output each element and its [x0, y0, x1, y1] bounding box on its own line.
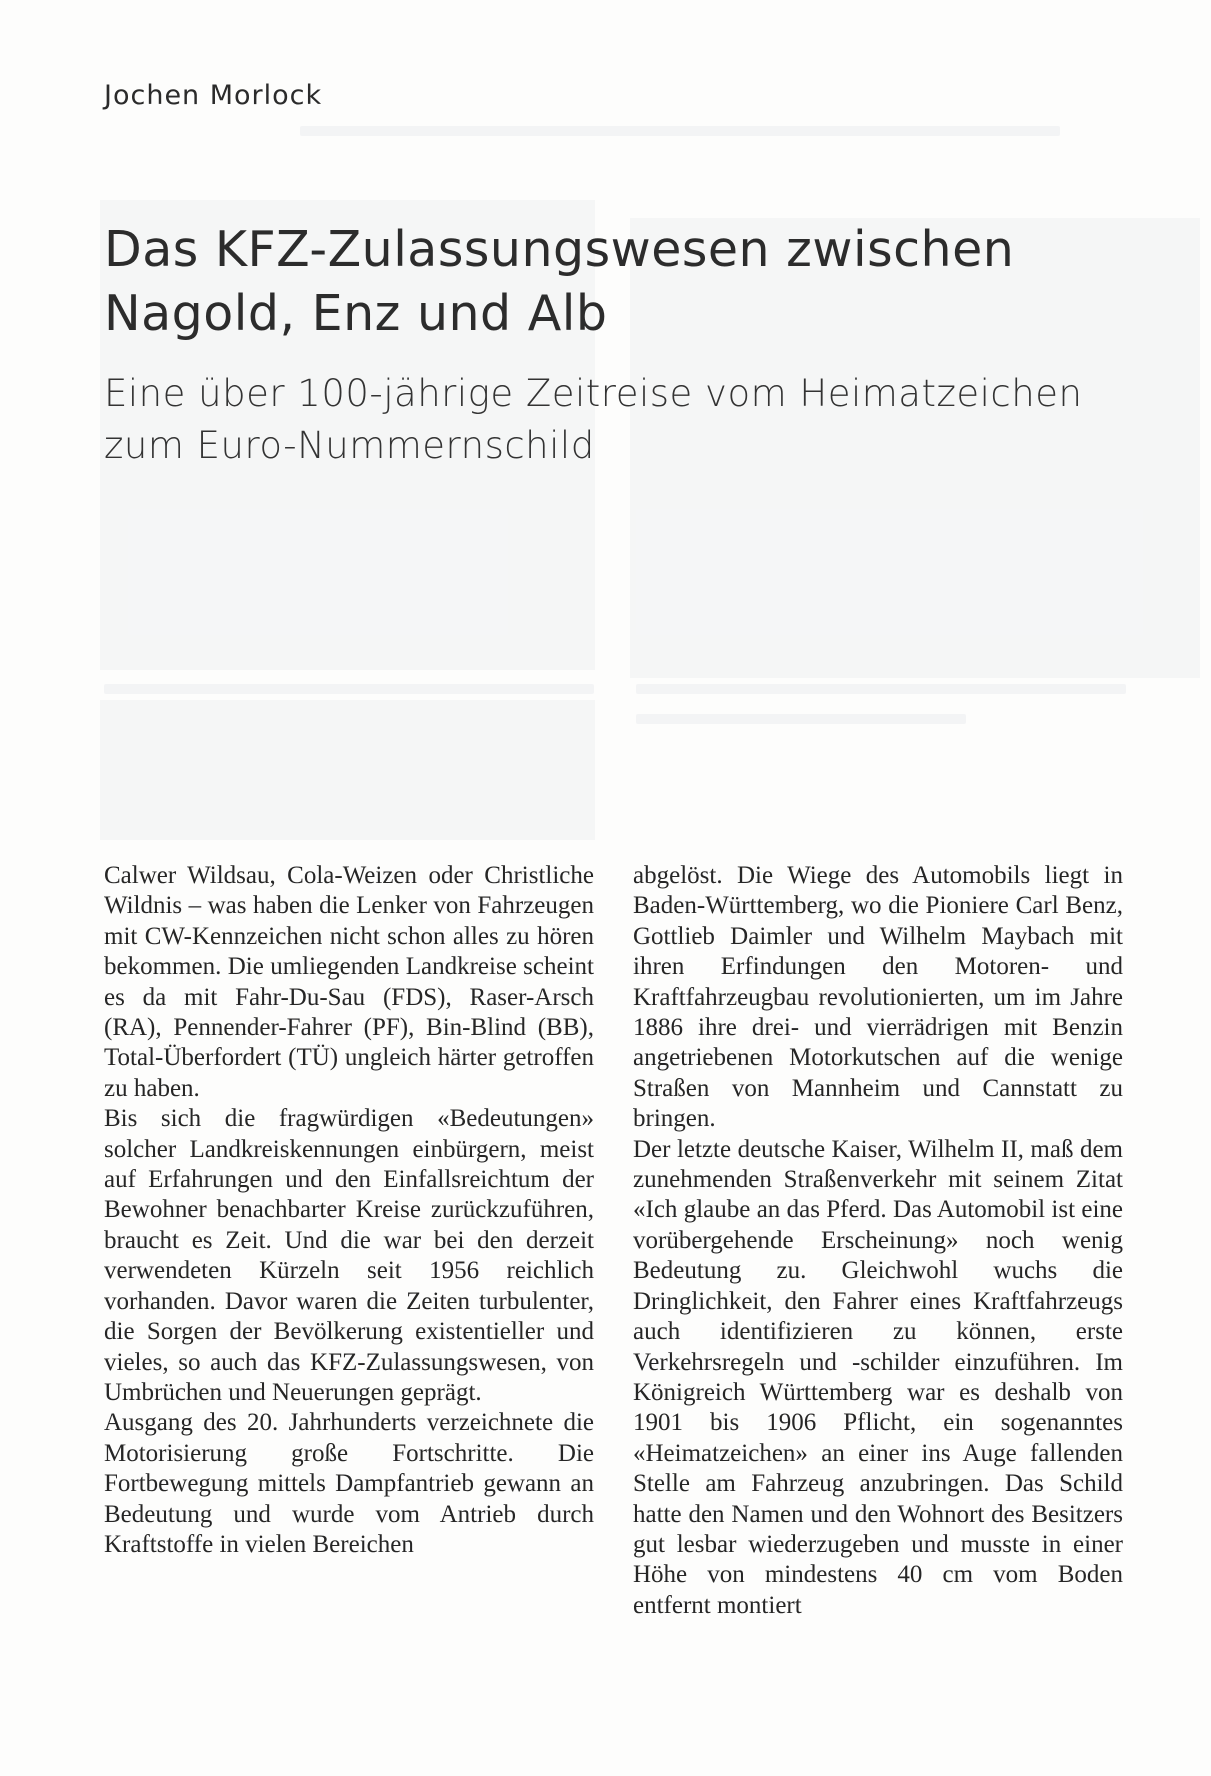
paragraph: Ausgang des 20. Jahrhunderts verzeichnete die Motorisierung große Fortschritte. Die Fortbewegung mittels Dampfantrieb gewann an Bedeutung und wurde vom Antrieb durch Kraftstoffe in vielen Bereichen — [104, 1409, 594, 1558]
paragraph: Der letzte deutsche Kaiser, Wilhelm II, maß dem zunehmenden Straßenverkehr mit seinem Zitat «Ich glaube an das Pferd. Das Automobil ist eine vorübergehende Erscheinung» noch wenig Bedeutung zu. Gleichwohl wuchs die Dringlichkeit, den Fahrer eines Kraftfahrzeugs auch identifizieren zu können, erste Verkehrsregeln und -schilder einzuführen. Im Königreich Württemberg war es deshalb von 1901 bis 1906 Pflicht, ein sogenanntes «Heimatzeichen» an einer ins Auge fallenden Stelle am Fahrzeug anzubringen. Das Schild hatte den Namen und den Wohnort des Besitzers gut lesbar wiederzugeben und musste in einer Höhe von mindestens 40 cm vom Boden entfernt montiert — [633, 1135, 1123, 1619]
author-name: Jochen Morlock — [104, 80, 323, 111]
article-subtitle: Eine über 100-jährige Zeitreise vom Heimatzeichen zum Euro-Nummernschild — [104, 372, 1083, 467]
show-through-caption-line — [636, 714, 966, 724]
paragraph: Bis sich die fragwürdigen «Bedeutungen» solcher Landkreiskennungen einbürgern, meist auf Erfahrungen und den Einfallsreichtum der Bewohner benachbarter Kreise zurückzuführen, braucht es Zeit. Und die war bei den derzeit verwendeten Kürzeln seit 1956 reichlich vorhanden. Davor waren die Zeiten turbulenter, die Sorgen der Bevölkerung existentieller und vieles, so auch das KFZ-Zulassungswesen, von Umbrüchen und Neuerungen geprägt. — [104, 1105, 594, 1406]
paragraph: Calwer Wildsau, Cola-Weizen oder Christliche Wildnis – was haben die Lenker von Fahrzeugen mit CW-Kennzeichen nicht schon alles zu hören bekommen. Die umliegenden Landkreise scheint es da mit Fahr-Du-Sau (FDS), Raser-Arsch (RA), Pennender-Fahrer (PF), Bin-Blind (BB), Total-Überfordert (TÜ) ungleich härter getroffen zu haben. — [104, 862, 594, 1102]
body-column-left — [104, 861, 594, 1560]
show-through-block-left-lower — [100, 700, 595, 840]
show-through-caption-line — [104, 684, 594, 694]
article-title: Das KFZ-Zulassungswesen zwischen Nagold, Enz und Alb — [104, 221, 1015, 342]
show-through-caption-line — [300, 126, 1060, 136]
body-column-right — [633, 861, 1123, 1621]
show-through-caption-line — [636, 684, 1126, 694]
paragraph: abgelöst. Die Wiege des Automobils liegt in Baden-Württemberg, wo die Pioniere Carl Benz, Gottlieb Daimler und Wilhelm Maybach mit ihren Erfindungen den Motoren- und Kraftfahrzeugbau revolutionierten, um im Jahre 1886 ihre drei- und vierrädrigen mit Benzin angetriebenen Motorkutschen auf die wenige Straßen von Mannheim und Cannstatt zu bringen. — [633, 862, 1123, 1133]
